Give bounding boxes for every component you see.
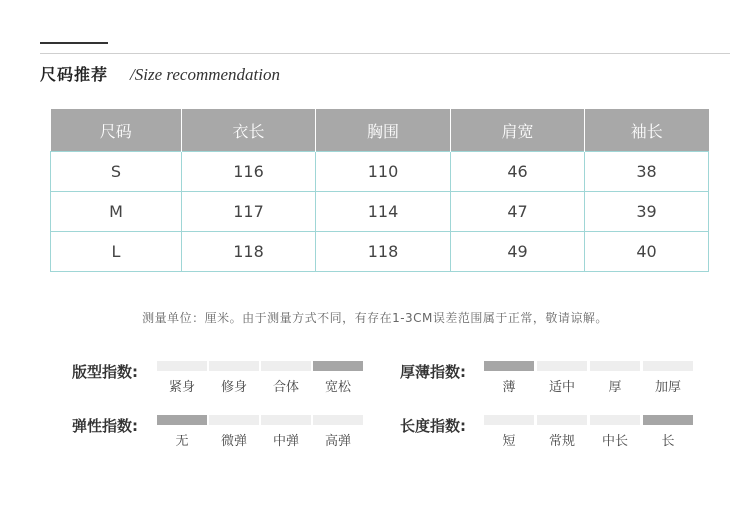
table-row (51, 152, 709, 192)
indicator-segment (157, 361, 207, 371)
table-cell: 47 (451, 192, 585, 232)
indicator-segment (157, 415, 207, 425)
table-cell: M (51, 192, 182, 232)
table-cell: 118 (316, 232, 451, 272)
indicator-option: 中长 (601, 434, 628, 449)
indicator-segment (484, 415, 534, 425)
indicator-option: 加厚 (654, 380, 681, 395)
header-sleeve: 袖长 (585, 109, 709, 152)
table-cell: 117 (182, 192, 316, 232)
indicator-segment (643, 415, 693, 425)
indicator-option: 高弹 (324, 434, 351, 449)
table-cell: 49 (451, 232, 585, 272)
table-cell: 110 (316, 152, 451, 192)
header-length: 衣长 (182, 109, 316, 152)
table-row (51, 232, 709, 272)
table-cell: 114 (316, 192, 451, 232)
indicator-option: 厚 (608, 380, 622, 395)
table-header-row (51, 109, 709, 152)
indicator-option: 适中 (548, 380, 575, 395)
section-title-en: /Size recommendation (130, 65, 280, 84)
indicator-segment (209, 361, 259, 371)
indicator-segment (261, 415, 311, 425)
table-cell: 46 (451, 152, 585, 192)
indicator-segment (261, 361, 311, 371)
indicator-option: 紧身 (168, 380, 195, 395)
table-cell: L (51, 232, 182, 272)
indicator-option: 常规 (548, 434, 575, 449)
indicator-option: 长 (661, 434, 675, 449)
indicator-fit (72, 361, 372, 401)
table-cell: 38 (585, 152, 709, 192)
table-row (51, 192, 709, 232)
indicator-label: 版型指数: (72, 363, 138, 381)
section-heading (40, 62, 280, 84)
indicator-segment (537, 361, 587, 371)
indicator-segment (643, 361, 693, 371)
indicator-segment (537, 415, 587, 425)
indicator-thickness (400, 361, 700, 401)
header-shoulder: 肩宽 (451, 109, 585, 152)
section-title-cn: 尺码推荐 (40, 65, 109, 84)
indicator-segment (313, 415, 363, 425)
indicator-label: 长度指数: (400, 417, 466, 435)
measurement-note: 测量单位：厘米。由于测量方式不同，有存在1-3CM误差范围属于正常，敬请谅解。 (142, 311, 608, 325)
indicator-option: 微弹 (220, 434, 247, 449)
table-cell: 118 (182, 232, 316, 272)
indicator-segment (590, 415, 640, 425)
heading-accent-line (40, 42, 108, 44)
table-cell: 40 (585, 232, 709, 272)
indicator-elasticity (72, 415, 372, 455)
indicator-length (400, 415, 700, 455)
header-chest: 胸围 (316, 109, 451, 152)
indicator-label: 弹性指数: (72, 417, 138, 435)
indicator-option: 中弹 (272, 434, 299, 449)
table-cell: 116 (182, 152, 316, 192)
header-size: 尺码 (51, 109, 182, 152)
indicator-option: 无 (175, 434, 189, 449)
indicator-option: 修身 (220, 380, 247, 395)
indicator-option: 宽松 (324, 380, 351, 395)
indicator-option: 薄 (502, 380, 516, 395)
indicator-option: 短 (502, 434, 516, 449)
size-table (50, 109, 709, 272)
indicator-segment (209, 415, 259, 425)
indicator-label: 厚薄指数: (400, 363, 466, 381)
indicator-segment (484, 361, 534, 371)
table-cell: S (51, 152, 182, 192)
indicator-option: 合体 (272, 380, 299, 395)
indicator-segment (590, 361, 640, 371)
table-cell: 39 (585, 192, 709, 232)
indicator-segment (313, 361, 363, 371)
heading-divider (40, 53, 730, 54)
